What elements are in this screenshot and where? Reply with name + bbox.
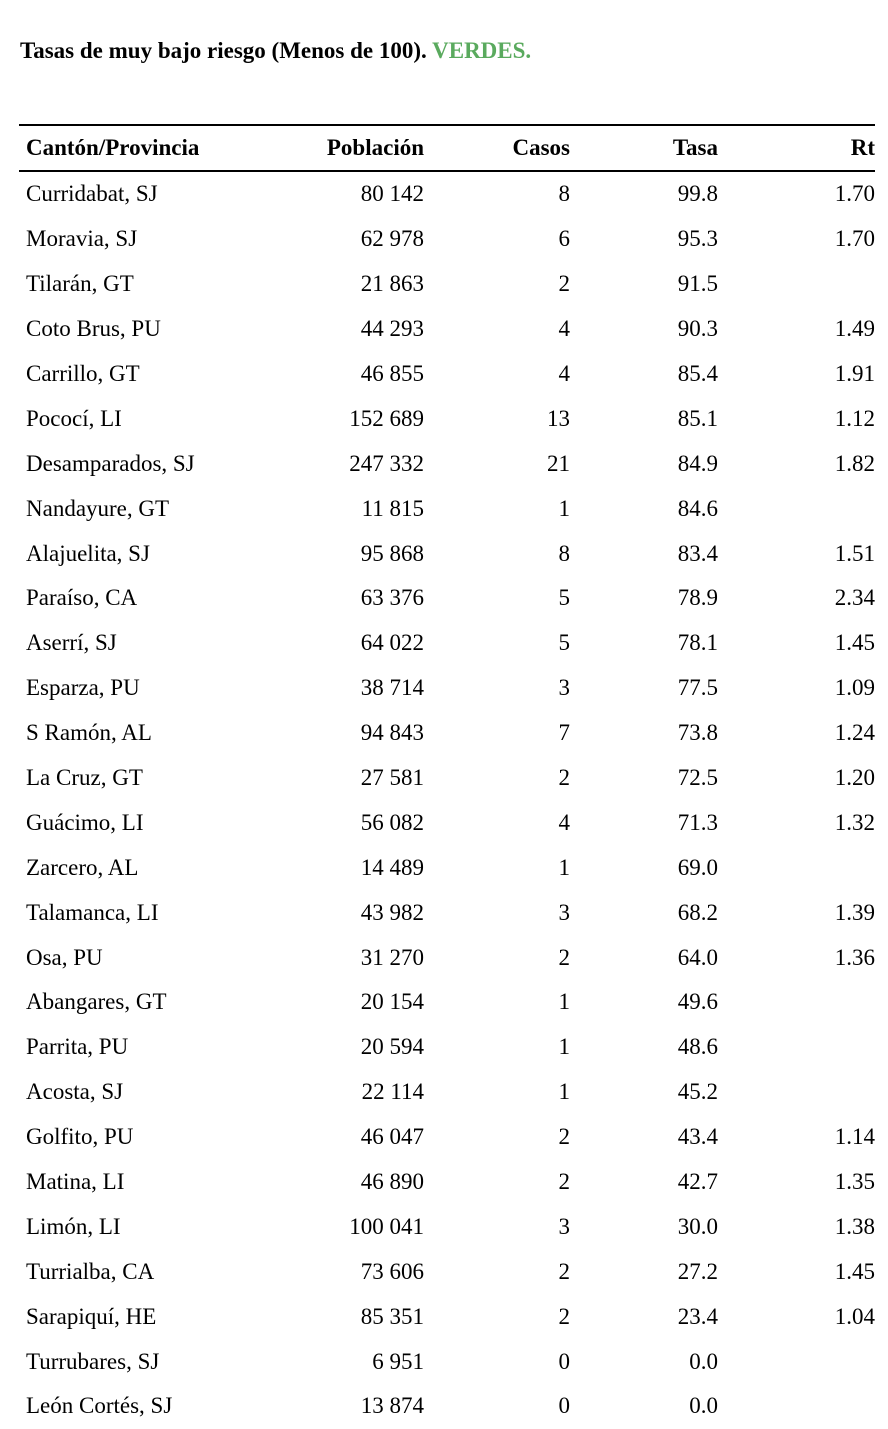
table-row [19, 576, 875, 621]
cell-casos: 8 [558, 540, 570, 566]
table-row [19, 935, 875, 980]
cell-rt: 1.45 [834, 630, 875, 656]
cell-rt: 1.39 [834, 899, 875, 925]
cell-tasa: 95.3 [677, 226, 718, 252]
table-row [19, 1115, 875, 1160]
cell-rt [718, 262, 875, 307]
cell-rt: 1.14 [834, 1124, 875, 1150]
cell-canton: Acosta, SJ [26, 1079, 124, 1105]
cell-poblacion: 6 951 [372, 1348, 424, 1374]
table-row [19, 666, 875, 711]
table-row [19, 800, 875, 845]
cell-casos: 21 [547, 450, 570, 476]
cell-tasa: 27.2 [677, 1258, 718, 1284]
cell-tasa: 73.8 [677, 720, 718, 746]
cell-canton: La Cruz, GT [26, 765, 143, 791]
cell-casos: 1 [558, 989, 570, 1015]
cell-canton: Carrillo, GT [26, 361, 140, 386]
table-row [19, 980, 875, 1025]
cell-casos: 4 [558, 316, 570, 342]
cell-poblacion: 95 868 [360, 540, 424, 566]
column-header-rt: Rt [718, 125, 875, 171]
cell-tasa: 64.0 [677, 944, 718, 970]
cell-poblacion: 56 082 [360, 809, 424, 835]
cell-rt: 1.70 [834, 181, 875, 207]
risk-table [19, 124, 875, 1429]
cell-tasa: 0.0 [689, 1348, 718, 1374]
cell-poblacion: 100 041 [349, 1213, 424, 1239]
cell-canton: Talamanca, LI [26, 899, 159, 925]
cell-casos: 5 [558, 585, 570, 611]
cell-tasa: 85.4 [677, 361, 718, 386]
cell-casos: 3 [558, 899, 570, 925]
cell-tasa: 68.2 [677, 899, 718, 925]
cell-rt [718, 980, 875, 1025]
cell-casos: 2 [558, 1169, 570, 1195]
cell-rt: 1.51 [834, 540, 875, 566]
cell-poblacion: 63 376 [360, 585, 424, 611]
table-row [19, 845, 875, 890]
cell-rt: 1.49 [834, 316, 875, 342]
table-row [19, 352, 875, 397]
cell-poblacion: 44 293 [360, 316, 424, 342]
cell-rt [718, 486, 875, 531]
cell-canton: Zarcero, AL [26, 854, 139, 880]
cell-casos: 1 [558, 1079, 570, 1105]
table-row [19, 171, 875, 217]
cell-canton: Alajuelita, SJ [26, 540, 150, 566]
cell-poblacion: 21 863 [360, 271, 424, 297]
cell-canton: Desamparados, SJ [26, 450, 195, 476]
cell-canton: Turrialba, CA [26, 1258, 155, 1284]
cell-canton: Abangares, GT [26, 989, 167, 1015]
cell-canton: Moravia, SJ [26, 226, 138, 252]
cell-poblacion: 31 270 [360, 944, 424, 970]
cell-canton: Osa, PU [26, 944, 103, 970]
cell-canton: Aserrí, SJ [26, 630, 117, 656]
cell-poblacion: 11 815 [361, 495, 424, 521]
cell-canton: S Ramón, AL [26, 720, 152, 746]
cell-canton: Parrita, PU [26, 1034, 129, 1060]
table-row [19, 262, 875, 307]
title-text: Tasas de muy bajo riesgo (Menos de 100). [20, 38, 427, 63]
page-title [20, 38, 531, 64]
cell-poblacion: 64 022 [360, 630, 424, 656]
column-header-poblacion: Población [246, 125, 424, 171]
cell-tasa: 90.3 [677, 316, 718, 342]
table-row [19, 1249, 875, 1294]
cell-poblacion: 14 489 [360, 854, 424, 880]
column-header-canton: Cantón/Provincia [19, 125, 246, 171]
column-header-tasa: Tasa [570, 125, 718, 171]
cell-canton: Golfito, PU [26, 1124, 134, 1150]
cell-rt: 1.36 [834, 944, 875, 970]
cell-casos: 0 [558, 1348, 570, 1374]
cell-poblacion: 20 154 [360, 989, 424, 1015]
cell-canton: Limón, LI [26, 1213, 121, 1239]
cell-tasa: 23.4 [677, 1303, 718, 1329]
cell-canton: Tilarán, GT [26, 271, 134, 297]
cell-rt [718, 845, 875, 890]
cell-poblacion: 13 874 [360, 1393, 424, 1419]
cell-canton: Matina, LI [26, 1169, 125, 1195]
cell-casos: 2 [558, 271, 570, 297]
cell-canton: Sarapiquí, HE [26, 1303, 157, 1329]
table-row [19, 621, 875, 666]
cell-casos: 2 [558, 944, 570, 970]
column-header-casos: Casos [424, 125, 570, 171]
cell-canton: Guácimo, LI [26, 809, 144, 835]
cell-poblacion: 46 855 [360, 361, 424, 386]
cell-tasa: 91.5 [677, 271, 718, 297]
cell-rt: 1.38 [834, 1213, 875, 1239]
table-row [19, 1339, 875, 1384]
table-row [19, 890, 875, 935]
cell-rt: 1.12 [834, 405, 875, 431]
cell-poblacion: 73 606 [360, 1258, 424, 1284]
cell-casos: 3 [558, 1213, 570, 1239]
cell-casos: 2 [558, 765, 570, 791]
cell-poblacion: 46 890 [360, 1169, 424, 1195]
cell-casos: 3 [558, 675, 570, 701]
table-row [19, 1160, 875, 1205]
cell-poblacion: 62 978 [360, 226, 424, 252]
cell-canton: León Cortés, SJ [26, 1393, 173, 1419]
cell-rt [718, 1339, 875, 1384]
cell-tasa: 45.2 [677, 1079, 718, 1105]
cell-rt [718, 1384, 875, 1429]
table-row [19, 1025, 875, 1070]
cell-rt: 1.04 [834, 1303, 875, 1329]
table-row [19, 1294, 875, 1339]
cell-rt: 1.91 [834, 361, 875, 386]
cell-poblacion: 85 351 [360, 1303, 424, 1329]
cell-poblacion: 80 142 [360, 181, 424, 207]
cell-poblacion: 247 332 [349, 450, 424, 476]
cell-tasa: 77.5 [677, 675, 718, 701]
cell-casos: 2 [558, 1258, 570, 1284]
table-row [19, 756, 875, 801]
table-row [19, 1384, 875, 1429]
cell-casos: 5 [558, 630, 570, 656]
cell-casos: 0 [558, 1393, 570, 1419]
cell-poblacion: 43 982 [360, 899, 424, 925]
cell-tasa: 42.7 [677, 1169, 718, 1195]
table-row [19, 486, 875, 531]
cell-tasa: 0.0 [689, 1393, 718, 1419]
cell-casos: 6 [558, 226, 570, 252]
cell-casos: 1 [558, 495, 570, 521]
cell-rt: 1.20 [834, 765, 875, 791]
cell-canton: Turrubares, SJ [26, 1348, 160, 1374]
cell-rt [718, 1025, 875, 1070]
cell-tasa: 49.6 [677, 989, 718, 1015]
cell-canton: Coto Brus, PU [26, 316, 161, 342]
cell-poblacion: 20 594 [360, 1034, 424, 1060]
header-row [19, 125, 875, 171]
cell-rt: 1.70 [834, 226, 875, 252]
table-row [19, 307, 875, 352]
cell-rt: 1.32 [834, 809, 875, 835]
cell-poblacion: 152 689 [349, 405, 424, 431]
cell-poblacion: 46 047 [360, 1124, 424, 1150]
cell-rt: 2.34 [834, 585, 875, 611]
cell-tasa: 78.9 [677, 585, 718, 611]
table-row [19, 396, 875, 441]
cell-poblacion: 22 114 [361, 1079, 424, 1105]
cell-casos: 7 [558, 720, 570, 746]
cell-tasa: 78.1 [677, 630, 718, 656]
cell-poblacion: 94 843 [360, 720, 424, 746]
cell-casos: 1 [558, 1034, 570, 1060]
table-row [19, 711, 875, 756]
cell-canton: Paraíso, CA [26, 585, 138, 611]
cell-tasa: 85.1 [677, 405, 718, 431]
table-row [19, 441, 875, 486]
cell-rt: 1.35 [834, 1169, 875, 1195]
table-header [19, 125, 875, 171]
table-row [19, 1070, 875, 1115]
cell-tasa: 99.8 [677, 181, 718, 207]
cell-casos: 1 [558, 854, 570, 880]
cell-poblacion: 27 581 [360, 765, 424, 791]
cell-tasa: 30.0 [677, 1213, 718, 1239]
cell-canton: Pococí, LI [26, 405, 122, 431]
cell-casos: 13 [547, 405, 570, 431]
cell-tasa: 69.0 [677, 854, 718, 880]
cell-poblacion: 38 714 [360, 675, 424, 701]
cell-tasa: 43.4 [677, 1124, 718, 1150]
cell-casos: 4 [558, 361, 570, 386]
cell-casos: 4 [558, 809, 570, 835]
cell-casos: 2 [558, 1124, 570, 1150]
cell-rt: 1.24 [834, 720, 875, 746]
cell-canton: Curridabat, SJ [26, 181, 158, 207]
cell-casos: 2 [558, 1303, 570, 1329]
table-row [19, 1204, 875, 1249]
cell-casos: 8 [558, 181, 570, 207]
table-row [19, 531, 875, 576]
cell-canton: Nandayure, GT [26, 495, 170, 521]
table-row [19, 217, 875, 262]
cell-tasa: 72.5 [677, 765, 718, 791]
cell-tasa: 84.9 [677, 450, 718, 476]
cell-rt: 1.82 [834, 450, 875, 476]
table-body [19, 171, 875, 1429]
title-accent: VERDES. [432, 38, 532, 63]
cell-rt [718, 1070, 875, 1115]
cell-canton: Esparza, PU [26, 675, 140, 701]
cell-tasa: 71.3 [677, 809, 718, 835]
cell-rt: 1.09 [834, 675, 875, 701]
cell-tasa: 83.4 [677, 540, 718, 566]
cell-tasa: 48.6 [677, 1034, 718, 1060]
cell-tasa: 84.6 [677, 495, 718, 521]
cell-rt: 1.45 [834, 1258, 875, 1284]
